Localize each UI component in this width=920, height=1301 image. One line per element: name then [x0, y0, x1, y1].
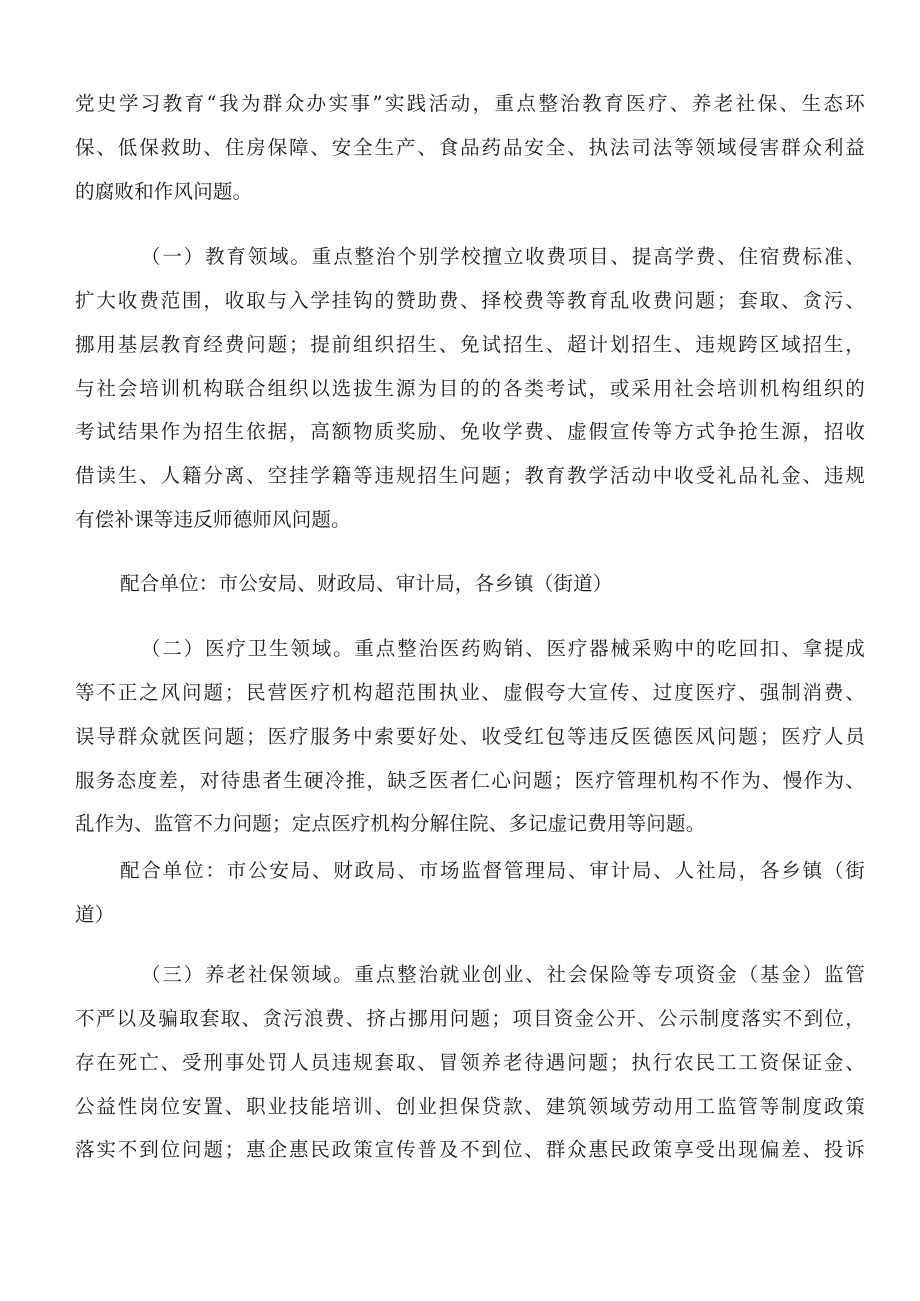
text-line: 等不正之风问题；民营医疗机构超范围执业、虚假夸大宣传、过度医疗、强制消费、 — [75, 681, 865, 704]
text-line: 的腐败和作风问题。 — [75, 180, 253, 203]
text-line: 公益性岗位安置、职业技能培训、创业担保贷款、建筑领域劳动用工监管等制度政策 — [75, 1095, 865, 1118]
text-line: 落实不到位问题；惠企惠民政策宣传普及不到位、群众惠民政策享受出现偏差、投诉 — [75, 1138, 865, 1161]
text-line: 存在死亡、受刑事处罚人员违规套取、冒领养老待遇问题；执行农民工工资保证金、 — [75, 1051, 865, 1074]
section-heading-line: （三）养老社保领域。重点整治就业创业、社会保险等专项资金（基金）监管 — [141, 963, 865, 986]
text-line: 党史学习教育“我为群众办实事”实践活动，重点整治教育医疗、养老社保、生态环 — [75, 92, 865, 115]
text-line: 有偿补课等违反师德师风问题。 — [75, 508, 351, 531]
section-heading-line: （一）教育领域。重点整治个别学校擅立收费项目、提高学费、住宿费标准、 — [141, 245, 865, 268]
text-line: 不严以及骗取套取、贪污浪费、挤占挪用问题；项目资金公开、公示制度落实不到位， — [75, 1007, 865, 1030]
text-line: 考试结果作为招生依据，高额物质奖励、免收学费、虚假宣传等方式争抢生源，招收 — [75, 420, 865, 443]
text-line: 挪用基层教育经费问题；提前组织招生、免试招生、超计划招生、违规跨区域招生， — [75, 333, 865, 356]
text-line: 配合单位：市公安局、财政局、市场监督管理局、审计局、人社局，各乡镇（街 — [120, 859, 865, 882]
section-education-partners: 配合单位：市公安局、财政局、审计局，各乡镇（街道） — [120, 572, 613, 595]
section-heading-line: （二）医疗卫生领域。重点整治医药购销、医疗器械采购中的吃回扣、拿提成 — [141, 637, 865, 660]
text-line: 借读生、人籍分离、空挂学籍等违规招生问题；教育教学活动中收受礼品礼金、违规 — [75, 464, 865, 487]
text-line: 扩大收费范围，收取与入学挂钩的赞助费、择校费等教育乱收费问题；套取、贪污、 — [75, 289, 865, 312]
text-line: 保、低保救助、住房保障、安全生产、食品药品安全、执法司法等领域侵害群众利益 — [75, 136, 865, 159]
text-line: 道） — [75, 903, 115, 926]
text-line: 误导群众就医问题；医疗服务中索要好处、收受红包等违反医德医风问题；医疗人员 — [75, 725, 865, 748]
text-line: 乱作为、监管不力问题；定点医疗机构分解住院、多记虚记费用等问题。 — [75, 812, 706, 835]
text-line: 服务态度差，对待患者生硬冷推，缺乏医者仁心问题；医疗管理机构不作为、慢作为、 — [75, 769, 865, 792]
text-line: 与社会培训机构联合组织以选拔生源为目的的各类考试，或采用社会培训机构组织的 — [75, 377, 865, 400]
